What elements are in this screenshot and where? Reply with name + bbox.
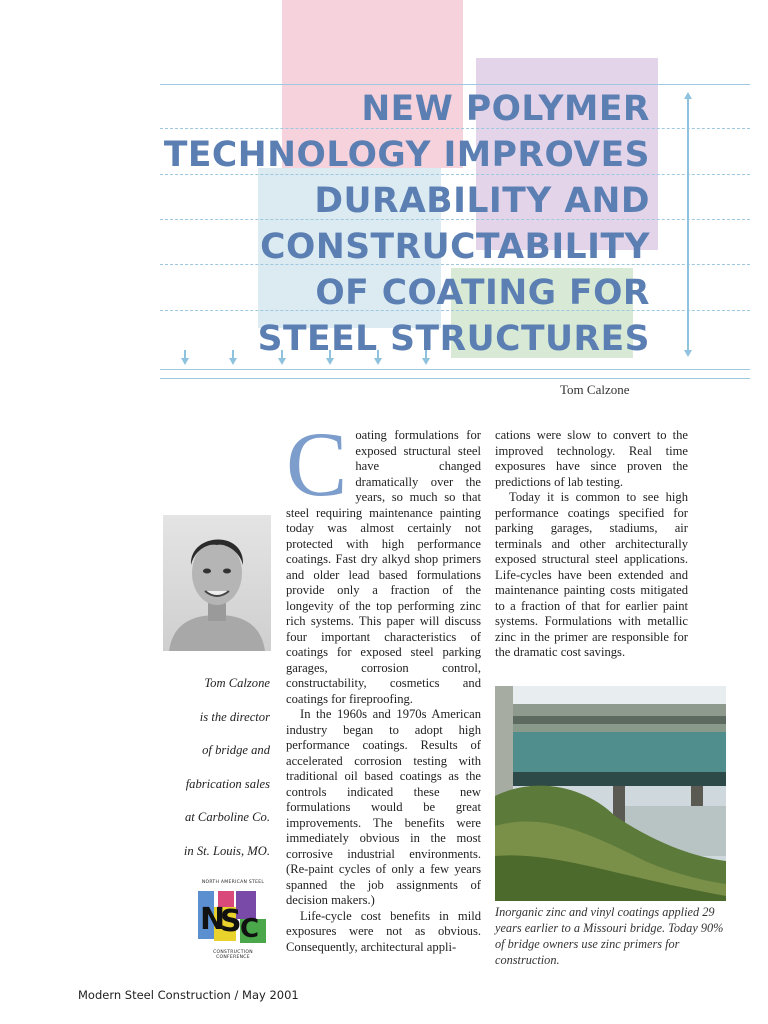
bridge-photo	[495, 686, 726, 901]
article-author: Tom Calzone	[560, 382, 630, 397]
logo-mark-icon	[196, 887, 270, 949]
paragraph: cations were slow to convert to the improved technology. Real time exposures have since proven the predictions of lab testing.	[495, 428, 688, 489]
portrait-icon	[163, 515, 271, 651]
svg-text:N: N	[200, 902, 226, 937]
paragraph: In the 1960s and 1970s American industry began to adopt high performance coatings. Results of accelerated corrosion testing with traditional oil based coatings as the controls indicated these new formulations would be great improvements. The benefits were immediately obvious in the most corrosive industrial environments. (Re-paint cycles of only a few years spanned the job assignments of decision makers.)	[286, 707, 481, 907]
bridge-image-icon	[495, 686, 726, 901]
svg-text:S: S	[220, 904, 242, 939]
bio-line: in St. Louis, MO.	[183, 843, 270, 858]
bio-line: at Carboline Co.	[184, 810, 270, 824]
author-bio	[160, 676, 270, 877]
title-line: NEW POLYMER	[361, 89, 650, 129]
author-photo	[163, 515, 271, 651]
svg-text:C: C	[240, 914, 260, 944]
page-footer: Modern Steel Construction / May 2001	[78, 988, 299, 1002]
title-line: OF COATING FOR	[315, 273, 650, 313]
paragraph: Today it is common to see high performance coatings specified for parking garages, stadiums, air terminals and other architecturally exposed structural steel applications. Life-cycles have been extended and maintenance painting costs mitigated to a fraction of that for earlier paint systems. Formulations with metallic zinc in the primer are responsible for the dramatic cost savings.	[495, 490, 688, 659]
arrow-up-icon	[684, 92, 692, 99]
logo-bottom-text: CONSTRUCTION CONFERENCE	[213, 950, 253, 960]
dimension-line	[687, 96, 689, 352]
rule-top	[160, 84, 750, 85]
title-line: DURABILITY AND	[314, 181, 650, 221]
rule-bottom	[160, 378, 750, 379]
drop-cap: C	[286, 413, 348, 515]
bio-line: Tom Calzone	[204, 676, 270, 690]
photo-caption: Inorganic zinc and vinyl coatings applied 29 years earlier to a Missouri bridge. Today 90% of bridge owners use zinc primers for construction.	[495, 905, 724, 967]
title-line: TECHNOLOGY IMPROVES	[163, 135, 650, 175]
paragraph	[286, 413, 481, 707]
bio-line: of bridge and	[202, 743, 270, 757]
arrow-down-icon	[684, 350, 692, 357]
bio-line: is the director	[199, 709, 270, 724]
article-column-1	[286, 413, 481, 955]
nasc-logo	[196, 880, 270, 960]
paragraph-text: oating formulations for exposed structural steel have changed dramatically over the years, so much so that steel requiring maintenance painting today was almost certainly not protected with high performance coatings. Fast dry alkyd shop primers and older lead based formulations provide only a fraction of the longevity of the top performing zinc rich systems. This paper will discuss four important characteristics of coatings for exposed steel parking garages, corrosion control, constructability, cosmetics and coatings for fireproofing.	[286, 428, 481, 706]
paragraph: Life-cycle cost benefits in mild exposures were not as obvious. Consequently, architectural appli-	[286, 908, 481, 954]
article-title	[164, 86, 650, 362]
title-line: STEEL STRUCTURES	[257, 319, 650, 359]
bio-line: fabrication sales	[185, 776, 270, 791]
article-column-2	[495, 428, 688, 661]
logo-top-text: NORTH AMERICAN STEEL	[201, 880, 265, 885]
title-line: CONSTRUCTABILITY	[260, 227, 650, 267]
rule-bottom	[160, 369, 750, 370]
